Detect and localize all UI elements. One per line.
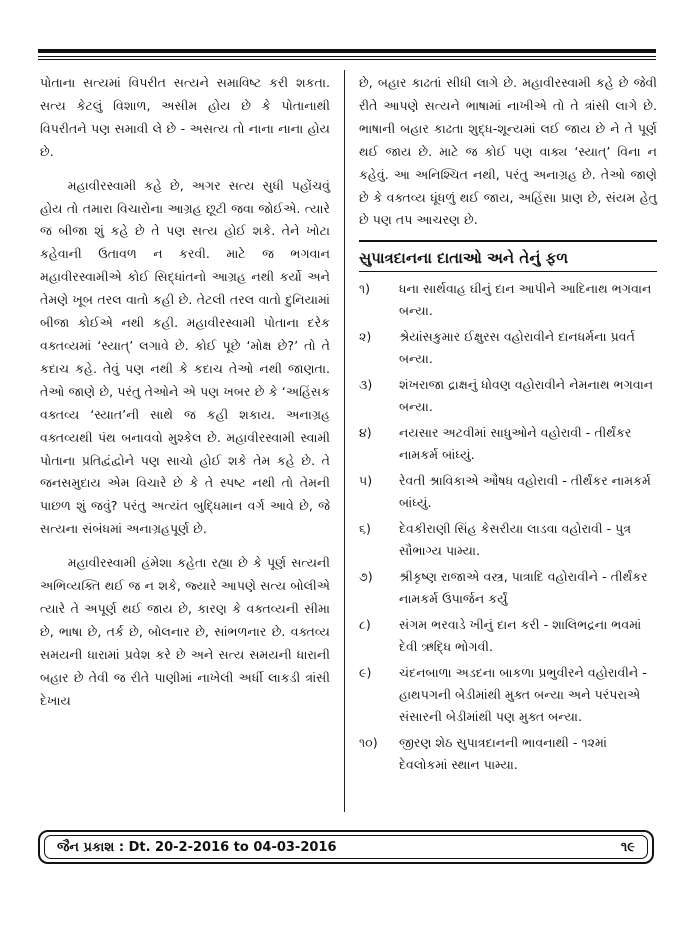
- list-item-number: ૯): [359, 665, 372, 681]
- list-item: [359, 614, 657, 658]
- footer-publication-date: જૈન પ્રકાશ : Dt. 20-2-2016 to 04-03-2016: [57, 839, 337, 855]
- list-item: [359, 374, 657, 418]
- list-item-number: ૬): [359, 521, 371, 537]
- list-item-text: રેવતી શ્રાવિકાએ ઔષધ વહોરાવી - તીર્થંકર નામકર્મ બાંધ્યું.: [399, 473, 651, 511]
- list-item-number: ૫): [359, 473, 373, 489]
- right-column: [359, 72, 657, 780]
- list-item-text: સંગમ ભરવાડે ખીનું દાન કરી - શાલિભદ્રના ભવમાં દેવી ઋદ્ધિ ભોગવી.: [399, 617, 642, 655]
- list-item-number: ૪): [359, 425, 372, 441]
- list-item-text: શંખરાજા દ્રાક્ષનું ધોવણ વહોરાવીને નેમનાથ ભગવાન બન્યા.: [399, 377, 654, 415]
- list-item: [359, 518, 657, 562]
- header-rule-thick: [38, 49, 656, 53]
- list-item-text: નયસાર અટવીમાં સાધુઓને વહોરાવી - તીર્થંકર નામકર્મ બાંધ્યું.: [399, 425, 632, 463]
- list-item: [359, 732, 657, 776]
- list-item-number: ૩): [359, 377, 373, 393]
- list-item: [359, 470, 657, 514]
- list-item-number: ૮): [359, 617, 371, 633]
- paragraph-3: મહાવીરસ્વામી હંમેશા કહેતા રહ્યા છે કે પૂર્ણ સત્યની અભિવ્યક્તિ થઈ જ ન શકે, જ્યારે આપણે સત્ય બોલીએ ત્યારે તે અપૂર્ણ થઈ જાય છે, કારણ કે વક્તવ્યની સીમા છે, ભાષા છે, તર્ક છે, બોલનાર છે, સાંભળનાર છે. વક્તવ્ય સમયની ધારામાં પ્રવેશ કરે છે અને સત્ય સમયની ધારાની બહાર છે તેવી જ રીતે પાણીમાં નાખેલી અર્ધી લાકડી ત્રાંસી દેખાય: [40, 555, 330, 708]
- paragraph-2: મહાવીરસ્વામી કહે છે, અગર સત્ય સુધી પહોંચવું હોય તો તમારા વિચારોના આગ્રહ છૂટી જવા જોઈએ. ત્યારે જ બીજા શું કહે છે તે પણ સત્ય હોઈ શકે. તેને ખોટા કહેવાની ઉતાવળ ન કરવી. માટે જ ભગવાન મહાવીરસ્વામીએ કોઈ સિદ્ધાંતનો આગ્રહ નથી કર્યો અને તેમણે ખૂબ તરલ વાતો કહી છે. તેટલી તરલ વાતો દુનિયામાં બીજા કોઈએ નથી કહી. મહાવીરસ્વામી પોતાના દરેક વક્તવ્યમાં ‘સ્યાત્’ લગાવે છે. કોઈ પૂછે ‘મોક્ષ છે?’ તો તે કદાચ કહે. તેવું પણ નથી કે કદાચ તેઓ નથી જાણતા. તેઓ જાણે છે, પરંતુ તેઓને એ પણ ખબર છે કે ‘અહિંસક વક્તવ્ય ‘સ્યાત’ની સાથે જ કહી શકાય. અનાગ્રહ વક્તવ્યથી પંથ બનાવવો મુશ્કેલ છે. મહાવીરસ્વામી સ્વામી પોતાના પ્રતિદ્વંદ્વોને પણ સાચો હોઈ શકે તેમ કહે છે. તે જનસમુદાય એમ વિચારે છે કે તે સ્પષ્ટ નથી તો તેમની પાછળ શું જવું? પરંતુ અત્યંત બુદ્ધિમાન વર્ગ આવે છે, જે સત્યના સંબંધમાં અનાગ્રહપૂર્ણ છે.: [40, 177, 330, 537]
- list-item-text: દેવકીરાણી સિંહ કેસરીયા લાડવા વહોરાવી - પુત્ર સૌભાગ્ય પામ્યા.: [399, 521, 632, 559]
- header-rule-thin: [38, 56, 656, 57]
- list-item: [359, 422, 657, 466]
- paragraph-right: છે, બહાર કાઢતાં સીધી લાગે છે. મહાવીરસ્વામી કહે છે જેવી રીતે આપણે સત્યને ભાષામાં નાખીએ તો તે ત્રાંસી લાગે છે. ભાષાની બહાર કાઢતા શુદ્ધ-શૂન્યમાં લઈ જાય છે ને તે પૂર્ણ થઈ જાય છે. માટે જ કોઈ પણ વાક્ય ‘સ્યાત્’ વિના ન કહેવું. આ અનિશ્ચિત નથી, પરંતુ અનાગ્રહ છે. તેઓ જાણે છે કે વક્તવ્ય ધૂંધળું થઈ જાય, અહિંસા પ્રાણ છે, સંયમ હેતુ છે પણ તપ આચરણ છે.: [359, 75, 657, 228]
- column-divider: [344, 70, 345, 812]
- list-item-number: ૭): [359, 569, 373, 585]
- header-rule-thin-2: [38, 59, 656, 60]
- list-item: [359, 662, 657, 728]
- left-column: [40, 72, 330, 712]
- list-item: [359, 326, 657, 370]
- list-item-text: શ્રીકૃષ્ણ રાજાએ વસ્ત્ર, પાત્રાદિ વહોરાવીને - તીર્થંકર નામકર્મ ઉપાર્જન કર્યું: [399, 569, 648, 607]
- page-number: ૧૯: [620, 839, 635, 855]
- list-item: [359, 566, 657, 610]
- list-item-number: ૨): [359, 329, 372, 345]
- list-item-text: ધના સાર્થવાહ ઘીનું દાન આપીને આદિનાથ ભગવાન બન્યા.: [399, 281, 652, 319]
- list-item: [359, 278, 657, 322]
- footer-frame: [38, 830, 654, 864]
- paragraph-1: પોતાના સત્યમાં વિપરીત સત્યને સમાવિષ્ટ કરી શકતા. સત્ય કેટલું વિશાળ, અસીમ હોય છે કે પોતાનાથી વિપરીતને પણ સમાવી લે છે - અસત્ય તો નાના નાના હોય છે.: [40, 75, 330, 159]
- list-item-text: શ્રેયાંસકુમાર ઈક્ષુરસ વહોરાવીને દાનધર્મના પ્રવર્ત બન્યા.: [399, 329, 636, 367]
- list-item-text: ચંદનબાળા અડદના બાકળા પ્રભુવીરને વહોરાવીને - હાથપગની બેડીમાંથી મુક્ત બન્યા અને પરંપરાએ સંસારની બેડીમાંથી પણ મુક્ત બન્યા.: [399, 665, 647, 725]
- footer-inner-frame: [44, 835, 648, 859]
- section-title-rule: [359, 271, 657, 276]
- list-item-text: જીરણ શેઠ સુપાત્રદાનની ભાવનાથી - ૧૨માં દેવલોકમાં સ્થાન પામ્યા.: [399, 735, 608, 773]
- section-title: સુપાત્રદાનના દાતાઓ અને તેનું ફળ: [359, 240, 657, 268]
- donor-list: [359, 278, 657, 776]
- list-item-number: ૧૦): [359, 735, 378, 751]
- list-item-number: ૧): [359, 281, 371, 297]
